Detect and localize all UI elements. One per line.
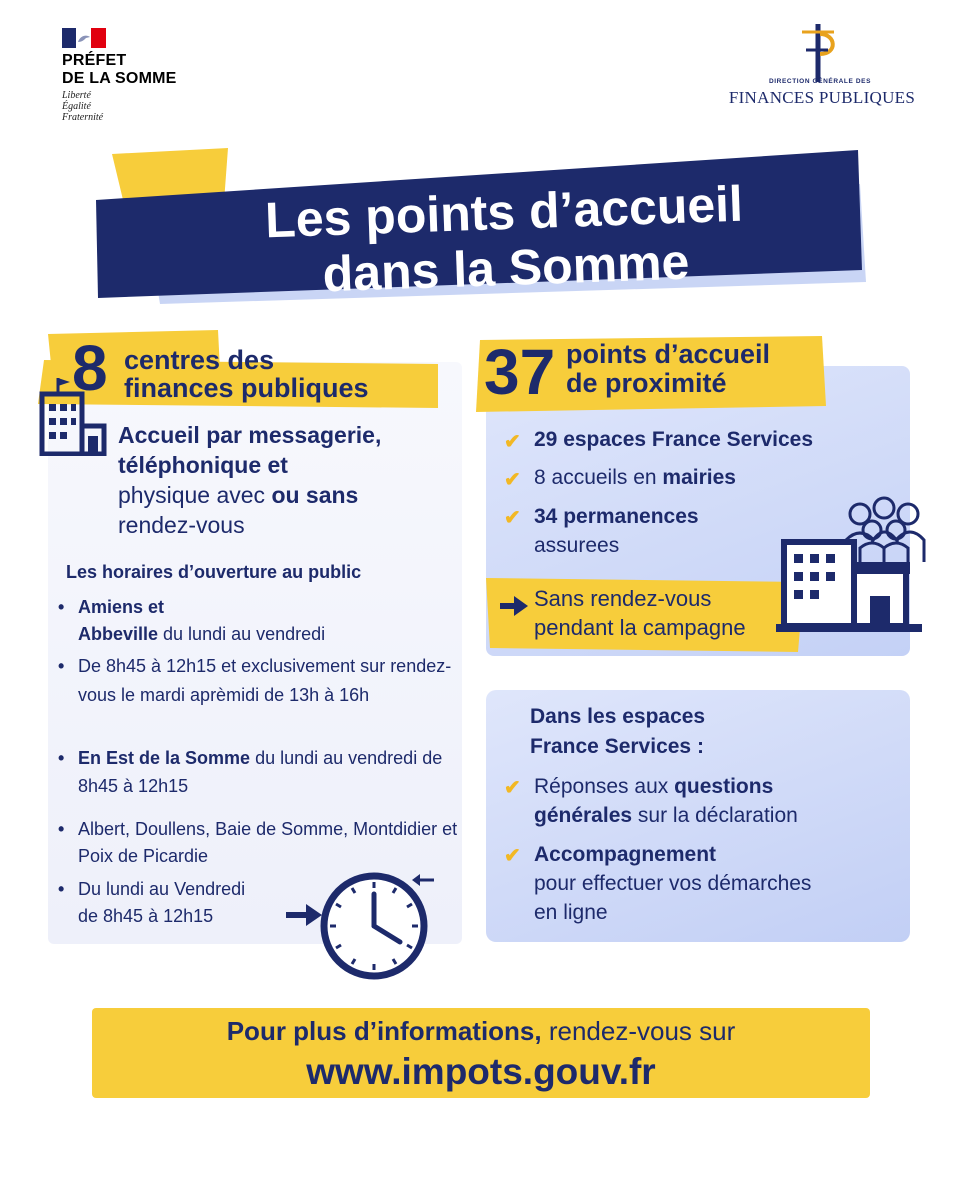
dgfip-subtitle: DIRECTION GÉNÉRALE DES <box>768 78 872 85</box>
check-icon: ✔ <box>504 507 521 529</box>
fs-item-2 <box>504 840 904 927</box>
building-icon <box>36 376 108 456</box>
accueil-part3: ou sans <box>271 482 359 508</box>
bullet-dot: • <box>58 879 65 899</box>
bullet-dot: • <box>58 656 65 676</box>
bullet-bold: En Est de la Somme <box>78 748 251 768</box>
arrow-right-icon <box>500 596 528 616</box>
footer-url-link[interactable]: www.impots.gouv.fr <box>306 1051 656 1092</box>
check-icon: ✔ <box>504 845 521 867</box>
fs-item-1 <box>504 772 904 830</box>
bullet-text: De 8h45 à 12h15 et exclusivement sur rendez-vous le mardi aprèmidi de 13h à 16h <box>78 656 452 705</box>
hours-bullet-1 <box>58 594 458 648</box>
bullet-dot: • <box>58 597 65 617</box>
footer-info <box>92 1014 870 1048</box>
hours-bullet-5 <box>58 876 318 930</box>
proximity-heading: points d’accueil de proximité <box>566 339 771 398</box>
dgfip-title: FINANCES PUBLIQUES <box>728 88 916 107</box>
hours-bullet-3 <box>58 744 458 800</box>
proximity-item-1 <box>504 426 904 454</box>
bullet-text: du lundi au vendredi de 8h45 à 12h15 <box>78 748 443 796</box>
item-bold: Accompagnement <box>534 843 717 866</box>
bullet-text: Albert, Doullens, Baie de Somme, Montdidier et Poix de Picardie <box>78 819 458 866</box>
republic-motto: Liberté Égalité Fraternité <box>62 90 104 123</box>
accueil-part1: Accueil par messagerie, téléphonique et <box>118 422 382 478</box>
footer-rest: rendez-vous sur <box>541 1016 736 1046</box>
item-text: assurees <box>534 534 620 557</box>
proximity-count: 37 <box>484 336 556 408</box>
item-text: pour effectuer vos démarches en ligne <box>534 872 812 924</box>
item-bold: mairies <box>662 466 736 489</box>
accueil-part2: physique avec <box>118 482 272 508</box>
proximity-item-2 <box>504 464 904 492</box>
bullet-dot: • <box>58 819 65 839</box>
item-bold: questions générales <box>534 775 774 827</box>
item-bold: 34 permanences <box>534 505 699 528</box>
check-icon: ✔ <box>504 777 521 799</box>
clock-icon <box>318 862 438 984</box>
check-icon: ✔ <box>504 431 521 453</box>
check-icon: ✔ <box>504 469 521 491</box>
page-title: Les points d’accueil dans la Somme <box>264 175 744 303</box>
people-building-icon <box>776 494 932 634</box>
bullet-bold: Amiens et Abbeville <box>78 597 165 644</box>
france-services-title: Dans les espaces France Services : <box>530 705 706 758</box>
accueil-description <box>118 420 458 540</box>
item-text: Réponses aux <box>534 775 675 798</box>
centres-heading: centres des finances publiques <box>124 345 369 403</box>
accueil-part4: rendez-vous <box>118 512 245 538</box>
opening-hours-title: Les horaires d’ouverture au public <box>66 562 362 582</box>
bullet-dot: • <box>58 748 65 768</box>
item-text: sur la déclaration <box>632 804 798 827</box>
centres-count: 8 <box>72 332 108 404</box>
sans-rdv-text: Sans rendez-vous pendant la campagne <box>534 586 746 640</box>
footer-bold: Pour plus d’informations, <box>226 1016 542 1046</box>
item-bold: 29 espaces France Services <box>534 428 814 451</box>
hours-bullet-2 <box>58 652 458 710</box>
bullet-text: Du lundi au Vendredi de 8h45 à 12h15 <box>78 879 246 926</box>
prefecture-name: PRÉFET DE LA SOMME <box>62 52 177 87</box>
item-text: 8 accueils en <box>534 466 663 489</box>
bullet-text: du lundi au vendredi <box>158 624 326 644</box>
arrow-right-icon <box>286 904 322 926</box>
